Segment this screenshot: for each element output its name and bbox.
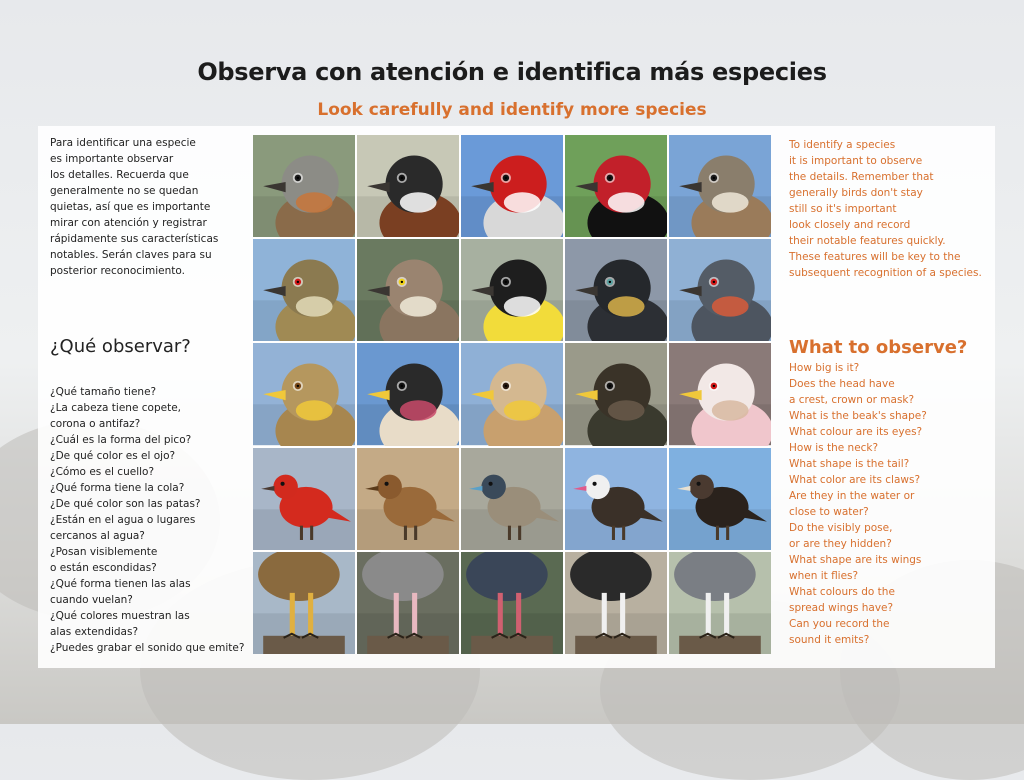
photo-sparrow-striped <box>669 135 771 237</box>
question-line: spread wings have? <box>789 602 894 614</box>
photo-burrowing-owl <box>357 239 459 341</box>
photo-woodpecker <box>565 552 667 654</box>
text-line: it is important to observe <box>789 155 923 167</box>
photo-pale-legs <box>357 552 459 654</box>
bird-photo-grid <box>253 135 771 654</box>
photo-savanna-hawk <box>253 343 355 445</box>
question-line: ¿Qué forma tienen las alas <box>50 578 191 590</box>
question-line: What colours do the <box>789 586 895 598</box>
question-line: sound it emits? <box>789 634 870 646</box>
question-line: cercanos al agua? <box>50 530 145 542</box>
bird-illustration <box>253 552 355 654</box>
bird-illustration <box>565 343 667 445</box>
english-intro <box>789 137 994 281</box>
photo-hawk-talons <box>253 552 355 654</box>
bird-illustration <box>565 239 667 341</box>
question-line: corona o antifaz? <box>50 418 141 430</box>
question-line: How is the neck? <box>789 442 879 454</box>
question-line: alas extendidas? <box>50 626 139 638</box>
question-line: ¿De qué color son las patas? <box>50 498 201 510</box>
photo-ground-bird <box>357 448 459 550</box>
bird-illustration <box>565 552 667 654</box>
bird-illustration <box>669 448 771 550</box>
photo-sparrow-rufous-collar <box>253 135 355 237</box>
photo-tanager-black-hood <box>357 135 459 237</box>
text-line: es importante observar <box>50 153 174 165</box>
text-line: Para identificar una especie <box>50 137 196 149</box>
text-line: quietas, así que es importante <box>50 201 211 213</box>
photo-ibis <box>565 343 667 445</box>
bird-illustration <box>357 343 459 445</box>
photo-vermilion-flycatcher <box>253 448 355 550</box>
question-line: How big is it? <box>789 362 860 374</box>
question-line: What is the beak's shape? <box>789 410 927 422</box>
text-line: mirar con atención y registrar <box>50 217 207 229</box>
question-line: ¿Qué colores muestran las <box>50 610 190 622</box>
bird-illustration <box>669 343 771 445</box>
question-line: What shape are its wings <box>789 554 922 566</box>
question-line: What color are its claws? <box>789 474 921 486</box>
text-line: look closely and record <box>789 219 911 231</box>
bird-illustration <box>461 448 563 550</box>
spanish-questions <box>50 384 250 656</box>
text-line: their notable features quickly. <box>789 235 946 247</box>
bird-illustration <box>565 135 667 237</box>
text-line: generalmente no se quedan <box>50 185 199 197</box>
question-line: ¿Qué forma tiene la cola? <box>50 482 185 494</box>
text-line: To identify a species <box>789 139 896 151</box>
question-line: cuando vuelan? <box>50 594 133 606</box>
spanish-intro <box>50 135 240 279</box>
bird-illustration <box>253 343 355 445</box>
photo-snail-kite <box>669 239 771 341</box>
bird-illustration <box>669 239 771 341</box>
text-line: subsequent recognition of a species. <box>789 267 982 279</box>
question-line: ¿Cuál es la forma del pico? <box>50 434 192 446</box>
question-line: Are they in the water or <box>789 490 915 502</box>
page-subtitle: Look carefully and identify more species <box>317 100 707 120</box>
text-line: the details. Remember that <box>789 171 934 183</box>
bird-illustration <box>253 448 355 550</box>
bird-illustration <box>357 239 459 341</box>
photo-red-capped-cardinal <box>565 135 667 237</box>
bird-illustration <box>253 239 355 341</box>
question-line: Do the visibly pose, <box>789 522 893 534</box>
question-line: ¿La cabeza tiene copete, <box>50 402 181 414</box>
photo-caracara <box>357 343 459 445</box>
bird-illustration <box>669 135 771 237</box>
question-line: ¿Cómo es el cuello? <box>50 466 155 478</box>
bird-illustration <box>461 552 563 654</box>
photo-red-crested-cardinal <box>461 135 563 237</box>
text-line: still so it's important <box>789 203 897 215</box>
bird-illustration <box>461 343 563 445</box>
bird-illustration <box>461 239 563 341</box>
photo-silver-teal <box>461 448 563 550</box>
bird-illustration <box>357 552 459 654</box>
page-title: Observa con atención e identifica más especies <box>197 58 827 86</box>
photo-yellow-headed-caracara <box>461 343 563 445</box>
text-line: rápidamente sus características <box>50 233 219 245</box>
photo-kiskadee <box>461 239 563 341</box>
question-line: ¿Posan visiblemente <box>50 546 158 558</box>
question-line: Does the head have <box>789 378 895 390</box>
bird-illustration <box>461 135 563 237</box>
english-questions <box>789 360 989 648</box>
question-line: ¿De qué color es el ojo? <box>50 450 176 462</box>
question-line: or are they hidden? <box>789 538 892 550</box>
spanish-heading: ¿Qué observar? <box>50 336 191 357</box>
question-line: Can you record the <box>789 618 890 630</box>
bird-illustration <box>565 448 667 550</box>
photo-cormorant <box>565 239 667 341</box>
question-line: What shape is the tail? <box>789 458 910 470</box>
english-heading: What to observe? <box>789 337 968 358</box>
question-line: close to water? <box>789 506 869 518</box>
question-line: What colour are its eyes? <box>789 426 923 438</box>
bird-illustration <box>357 448 459 550</box>
photo-whistling-duck-flight <box>565 448 667 550</box>
bird-illustration <box>357 135 459 237</box>
text-line: notables. Serán claves para su <box>50 249 212 261</box>
text-line: These features will be key to the <box>789 251 961 263</box>
question-line: ¿Puedes grabar el sonido que emite? <box>50 642 245 654</box>
question-line: a crest, crown or mask? <box>789 394 915 406</box>
bird-illustration <box>253 135 355 237</box>
bird-illustration <box>669 552 771 654</box>
text-line: los detalles. Recuerda que <box>50 169 189 181</box>
text-line: generally birds don't stay <box>789 187 923 199</box>
photo-mockingbird-perched <box>669 552 771 654</box>
text-line: posterior reconocimiento. <box>50 265 185 277</box>
photo-spoonbill <box>669 343 771 445</box>
question-line: ¿Están en el agua o lugares <box>50 514 196 526</box>
photo-stork-legs <box>461 552 563 654</box>
question-line: ¿Qué tamaño tiene? <box>50 386 157 398</box>
question-line: o están escondidas? <box>50 562 157 574</box>
question-line: when it flies? <box>789 570 859 582</box>
photo-red-eyed-vireo <box>253 239 355 341</box>
photo-vulture-flight <box>669 448 771 550</box>
